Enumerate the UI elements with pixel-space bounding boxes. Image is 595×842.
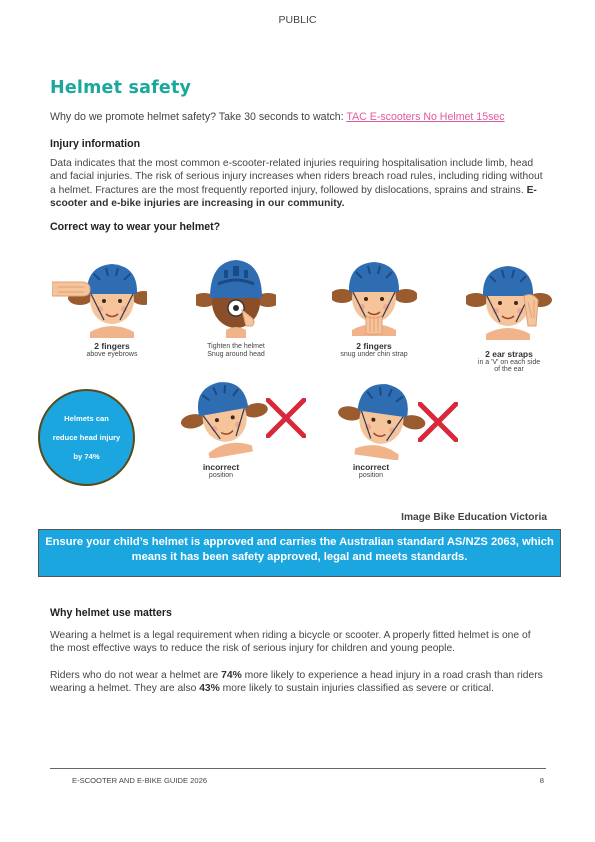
helmet-tighten-illustration [196, 252, 276, 340]
page-title: Helmet safety [50, 78, 192, 98]
standard-banner: Ensure your child’s helmet is approved and carries the Australian standard AS/NZS 2063, which means it has been safety approved, legal and meets standards. [38, 529, 561, 577]
video-link[interactable]: TAC E-scooters No Helmet 15sec [346, 111, 505, 123]
intro-line [50, 111, 550, 123]
wear-heading: Correct way to wear your helmet? [50, 221, 221, 233]
image-credit: Image Bike Education Victoria [401, 512, 547, 523]
injury-emphasis: E-scooter and e-bike injuries are increasing in our community. [50, 184, 537, 210]
helmet-stat-bubble: Helmets can reduce head injury by 74% [38, 389, 135, 486]
incorrect-tilted-back-illustration [178, 370, 268, 458]
helmet-chin-strap-illustration [332, 250, 417, 340]
caption-tighten: Tighten the helmet Snug around head [207, 343, 265, 358]
page-number: 8 [539, 776, 544, 785]
caption-eyebrows: 2 fingers above eyebrows [86, 341, 138, 358]
caption-incorrect-2: incorrect position [352, 462, 390, 479]
incorrect-tilted-forward-illustration [338, 372, 428, 460]
intro-text: Why do we promote helmet safety? Take 30 seconds to watch: [50, 111, 347, 123]
caption-incorrect-1: incorrect position [202, 462, 240, 479]
injury-body: Data indicates that the most common e-scooter-related injuries requiring hospitalisation include limb, head and facial injuries. The risk of serious injury increases when riders breach road rules, including riding without a helmet. Fractures are the most frequently reported injury, followed by dislocations, sprains and strains. [50, 158, 543, 196]
matters-paragraph-1: Wearing a helmet is a legal requirement when riding a bicycle or scooter. A properly fitted helmet is one of the most effective ways to reduce the risk of serious injury for children and young people. [50, 630, 531, 655]
injury-paragraph [50, 157, 546, 211]
caption-ear-straps: 2 ear straps in a 'V' on each side of the ear [477, 348, 541, 373]
injury-heading: Injury information [50, 138, 141, 150]
footer-divider [50, 768, 546, 769]
helmet-ear-straps-illustration [466, 256, 552, 342]
classification-header: PUBLIC [278, 14, 317, 26]
incorrect-cross-icon [418, 402, 458, 442]
matters-paragraph-2: Riders who do not wear a helmet are 74% more likely to experience a head injury in a road crash than riders wearing a helmet. They are also 43% more likely to sustain injuries classified as severe or critical. [50, 670, 543, 695]
incorrect-cross-icon [266, 398, 306, 438]
caption-chin-strap: 2 fingers snug under chin strap [340, 341, 408, 358]
footer-title: E-SCOOTER AND E-BIKE GUIDE 2026 [72, 776, 208, 785]
matters-heading: Why helmet use matters [50, 607, 172, 619]
helmet-eyebrow-illustration [52, 252, 147, 340]
